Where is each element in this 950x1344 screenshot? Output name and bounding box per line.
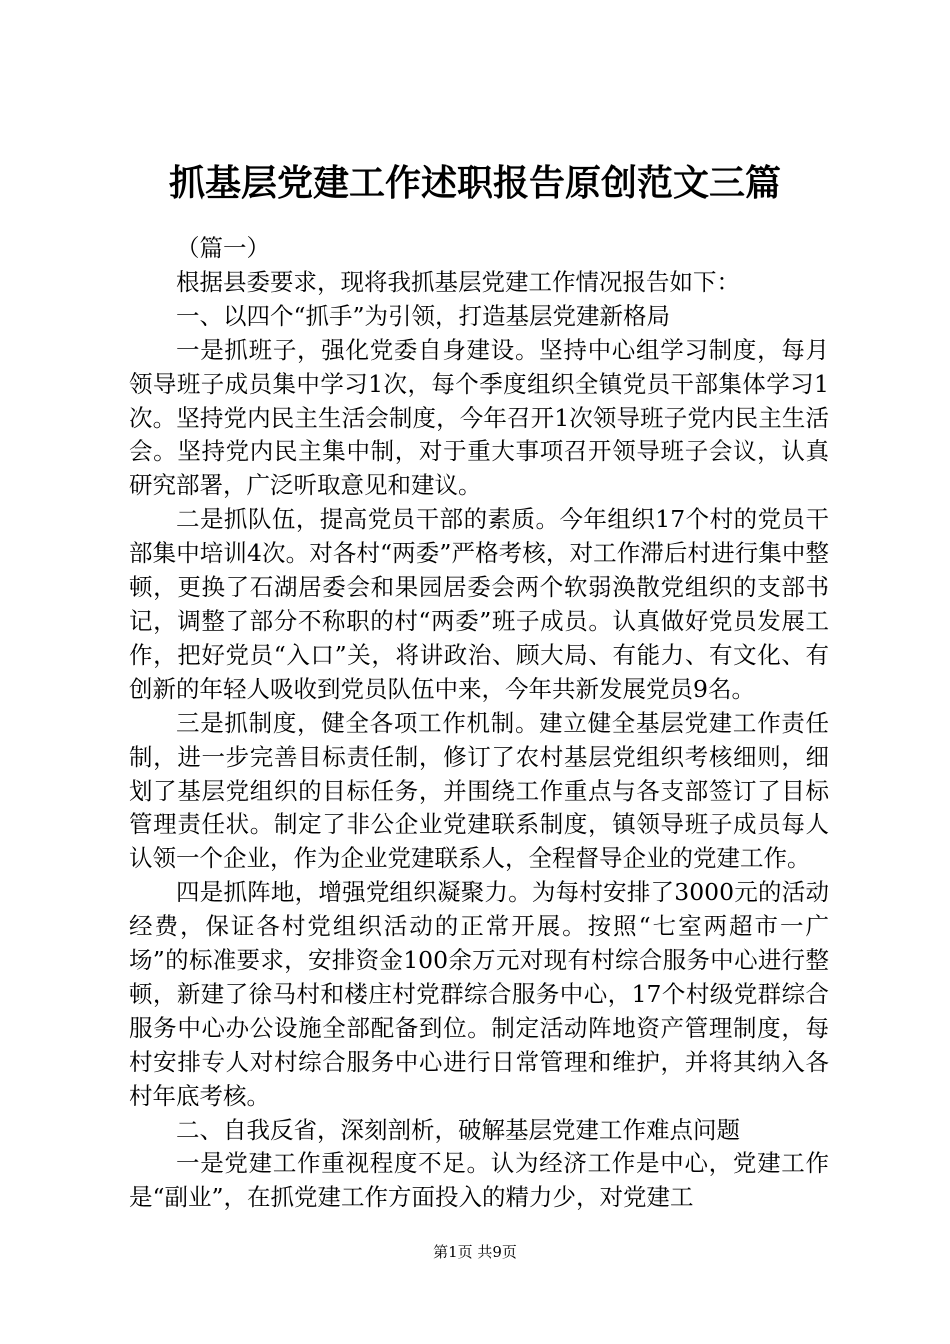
page-footer: 第1页 共9页 [433, 1243, 517, 1261]
body-paragraph: 一是抓班子，强化党委自身建设。坚持中心组学习制度，每月领导班子成员集中学习1次，每个季度组织全镇党员干部集体学习1次。坚持党内民主生活会制度，今年召开1次领导班子党内民主生活会。坚持党内民主集中制，对于重大事项召开领导班子会议，认真研究部署，广泛听取意见和建议。 [129, 335, 829, 500]
intro-paragraph: 根据县委要求，现将我抓基层党建工作情况报告如下： [176, 267, 740, 296]
document-title: 抓基层党建工作述职报告原创范文三篇 [168, 162, 781, 204]
document-body [129, 232, 829, 1215]
section-heading-1: 一、以四个“抓手”为引领，打造基层党建新格局 [176, 301, 671, 330]
section-label: （篇一） [176, 234, 270, 262]
body-paragraph: 三是抓制度，健全各项工作机制。建立健全基层党建工作责任制，进一步完善目标责任制，修订了农村基层党组织考核细则，细划了基层党组织的目标任务，并围绕工作重点与各支部签订了目标管理责任状。制定了非公企业党建联系制度，镇领导班子成员每人认领一个企业，作为企业党建联系人，全程督导企业的党建工作。 [129, 708, 829, 873]
section-heading-2: 二、自我反省，深刻剖析，破解基层党建工作难点问题 [176, 1115, 740, 1144]
body-paragraph: 一是党建工作重视程度不足。认为经济工作是中心，党建工作是“副业”，在抓党建工作方面投入的精力少，对党建工 [129, 1149, 829, 1212]
body-paragraph: 四是抓阵地，增强党组织凝聚力。为每村安排了3000元的活动经费，保证各村党组织活动的正常开展。按照“七室两超市一广场”的标准要求，安排资金100余万元对现有村综合服务中心进行整顿，新建了徐马村和楼庄村党群综合服务中心，17个村级党群综合服务中心办公设施全部配备到位。制定活动阵地资产管理制度，每村安排专人对村综合服务中心进行日常管理和维护，并将其纳入各村年底考核。 [129, 878, 829, 1110]
body-paragraph: 二是抓队伍，提高党员干部的素质。今年组织17个村的党员干部集中培训4次。对各村“两委”严格考核，对工作滞后村进行集中整顿，更换了石湖居委会和果园居委会两个软弱涣散党组织的支部书记，调整了部分不称职的村“两委”班子成员。认真做好党员发展工作，把好党员“入口”关，将讲政治、顾大局、有能力、有文化、有创新的年轻人吸收到党员队伍中来，今年共新发展党员9名。 [129, 505, 829, 703]
